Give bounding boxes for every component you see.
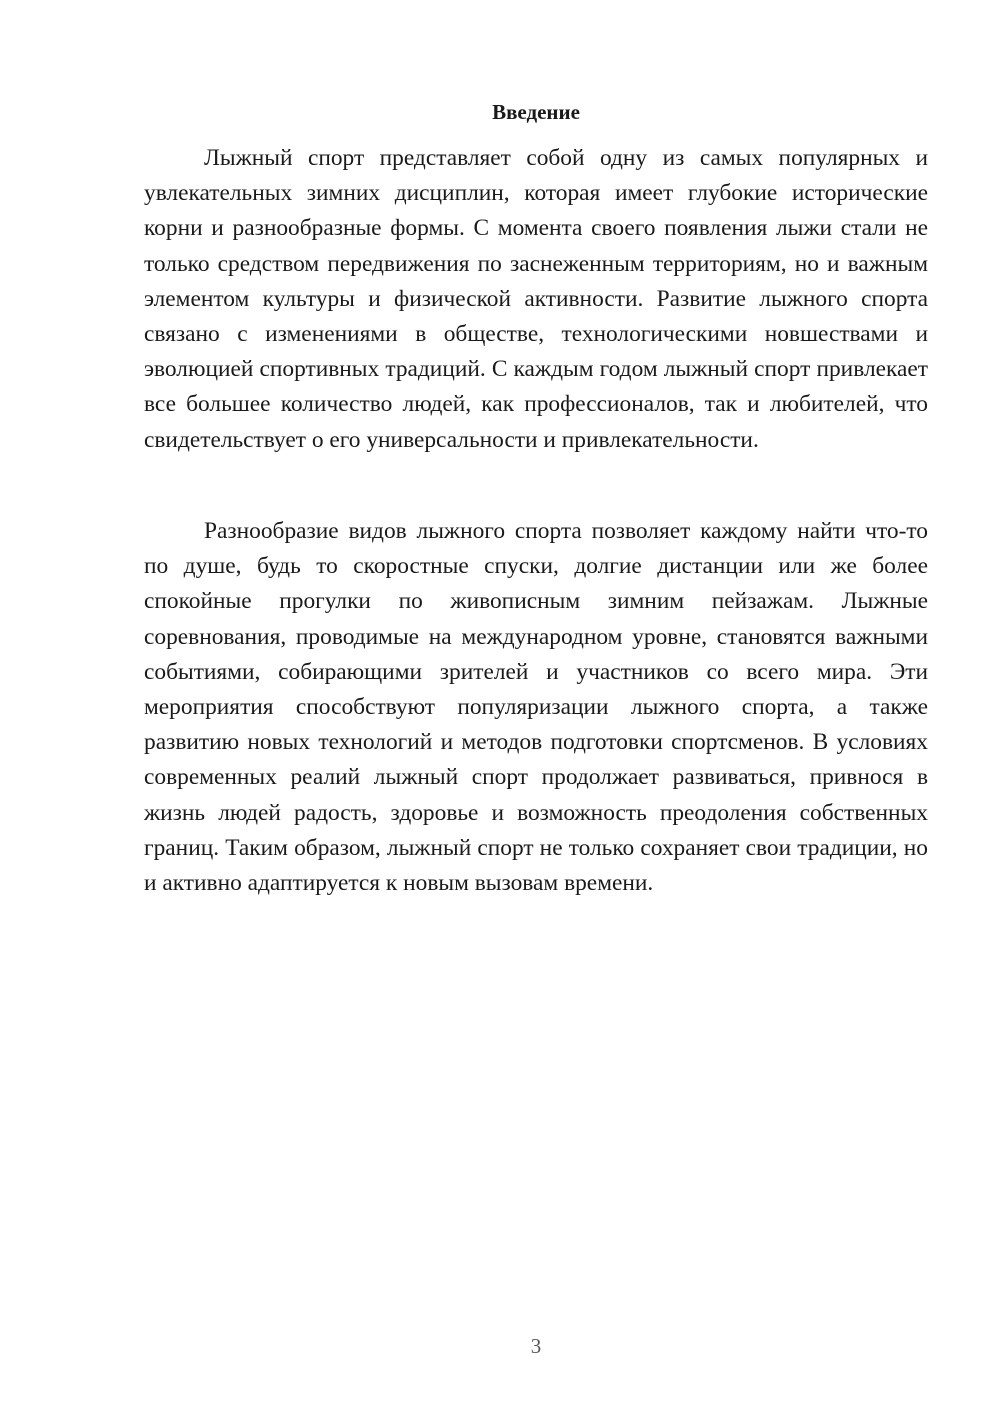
paragraph-2: Разнообразие видов лыжного спорта позволяет каждому найти что-то по душе, будь то скоростные спуски, долгие дистанции или же более спокойные прогулки по живописным зимним пейзажам. Лыжные соревнования, проводимые на международном уровне, становятся важными событиями, собирающими зрителей и участников со всего мира. Эти мероприятия способствуют популяризации лыжного спорта, а также развитию новых технологий и методов подготовки спортсменов. В условиях современных реалий лыжный спорт продолжает развиваться, привнося в жизнь людей радость, здоровье и возможность преодоления собственных границ. Таким образом, лыжный спорт не только сохраняет свои традиции, но и активно адаптируется к новым вызовам времени. [144, 518, 928, 897]
paragraph-1: Лыжный спорт представляет собой одну из самых популярных и увлекательных зимних дисциплин, которая имеет глубокие исторические корни и разнообразные формы. С момента своего появления лыжи стали не только средством передвижения по заснеженным территориям, но и важным элементом культуры и физической активности. Развитие лыжного спорта связано с изменениями в обществе, технологическими новшествами и эволюцией спортивных традиций. С каждым годом лыжный спорт привлекает все большее количество людей, как профессионалов, так и любителей, что свидетельствует о его универсальности и привлекательности. [144, 145, 928, 453]
section-heading: Введение [492, 100, 580, 124]
page-number: 3 [530, 1334, 542, 1358]
